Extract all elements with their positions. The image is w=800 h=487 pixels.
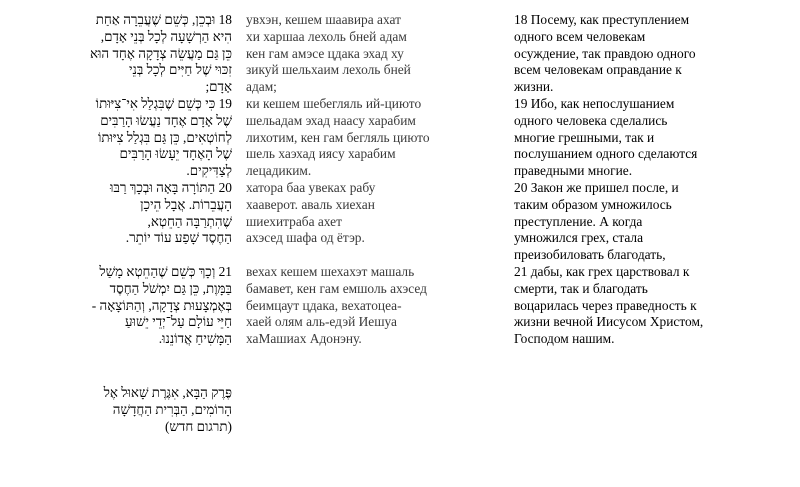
hebrew-line: אָדָם; [205,79,232,95]
hebrew-line: 19 כִּי כְּשֵׁם שֶׁבִּגְלַל אִי־צִיּוּתוֹ [95,95,232,111]
transliteration-line: беимцаут цдака, вехатоцеа- [246,297,402,313]
hebrew-line: לְצַדִּיקִים. [186,163,232,179]
next-chapter-note [0,385,232,435]
next-chapter-line: הָרוֹמִים, הַבְּרִית הַחֲדָשָׁה [112,401,232,417]
hebrew-line: שֶׁל הָאֶחָד יֵעָשׂוּ הָרַבִּים [119,146,232,162]
hebrew-line: הָעֲבֵרוֹת. אֲבָל הֵיכָן [140,196,232,212]
russian-line: жизни вечной Иисусом Христом, [514,314,704,330]
russian-line: праведными многие. [514,163,633,179]
hebrew-line: הַמָּשִׁיחַ אֲדוֹנֵנוּ. [158,331,232,347]
russian-column [514,12,799,348]
transliteration-line: шиехитраба ахет [246,213,342,229]
hebrew-line: כֵּן גַּם מַעֲשֵׂה צְדָקָה אֶחָד הוּא [89,45,232,61]
next-chapter-line: (תרגום חדש) [164,418,232,434]
transliteration-line: кен гам амэсе цдака эхад ху [246,45,404,61]
russian-line: одного всем человекам [514,28,646,44]
hebrew-line: שֶׁהִתְרַבָּה הַחֵטְא, [147,213,232,229]
transliteration-line: шель хаэхад ияcу харабим [246,146,396,162]
russian-line: 21 дабы, как грех царствовал к [514,263,690,279]
russian-line: одного человека сделались [514,112,668,128]
russian-line: послушанием одного сделаются [514,146,698,162]
hebrew-line: זִכּוּי שֶׁל חַיִּים לְכָל בְּנֵי [128,62,232,78]
hebrew-line: בַּמָּוֶת, כֵּן גַּם יִמְשֹׁל הַחֶסֶד [109,280,232,296]
transliteration-column [246,12,501,348]
russian-line: воцарилась через праведность к [514,297,697,313]
transliteration-line: хи харшаа лехоль бней адам [246,28,407,44]
hebrew-line: שֶׁל אָדָם אֶחָד נַעֲשׂוּ הָרַבִּים [100,112,232,128]
transliteration-line: ки кешем шебегляль ий-циюто [246,95,422,111]
russian-line: преизобиловать благодать, [514,247,666,263]
transliteration-line-blank [246,247,501,264]
transliteration-line: лихотим, кен гам бегляль циюто [246,129,430,145]
transliteration-line: увхэн, кешем шаавира ахат [246,12,401,27]
transliteration-line: ахэсед шафа од ётэр. [246,230,365,246]
transliteration-line: хаей олям аль-едэй Иешуа [246,314,397,330]
transliteration-line: зикуй шельхаим лехоль бней [246,62,411,78]
russian-line: всем человекам оправдание к [514,62,682,78]
hebrew-line: 21 וְכָךְ כְּשֵׁם שֶׁהַחֵטְא מָשַׁל [99,263,232,279]
hebrew-line: הִיא הַרְשָׁעָה לְכָל בְּנֵי אָדָם, [100,28,232,44]
transliteration-line: бамавет, кен гам емшоль ахэсед [246,280,427,296]
next-chapter-line: פֶּרֶק הַבָּא, אִגֶּרֶת שָׁאוּל אֶל [103,385,232,400]
russian-line: многие грешными, так и [514,129,655,145]
russian-line: Господом нашим. [514,331,615,347]
hebrew-line: בְּאֶמְצָעוּת צְדָקָה, וְהַתּוֹצָאָה - [91,297,232,313]
russian-line: таким образом умножилось [514,196,672,212]
russian-line: 19 Ибо, как непослушанием [514,95,675,111]
hebrew-line: הַחֶסֶד שָׁפַע עוֹד יוֹתֵר. [125,230,232,246]
russian-line: осуждение, так правдою одного [514,45,696,61]
russian-line: преступление. А когда [514,213,643,229]
transliteration-line: адам; [246,79,277,95]
russian-line: умножился грех, стала [514,230,644,246]
russian-line: 18 Посему, как преступлением [514,12,690,27]
transliteration-line: хааверот. аваль хиехан [246,196,375,212]
russian-line: смерти, так и благодать [514,280,648,296]
hebrew-line: 18 וּבְכֵן, כְּשֵׁם שֶׁעֲבֵרָה אַחַת [95,12,232,27]
transliteration-line: хатора баа увеках рабу [246,179,376,195]
transliteration-line: хаМашиах Адонэну. [246,331,362,347]
hebrew-line: חַיֵּי עוֹלָם עַל־יְדֵי יֵשׁוּעַ [124,314,232,330]
russian-line: жизни. [514,79,554,95]
hebrew-column [0,12,232,348]
transliteration-line: вехах кешем шехахэт машаль [246,263,415,279]
hebrew-line: לְחוֹטְאִים, כֵּן גַּם בִּגְלַל צִיּוּתוֹ [97,129,232,145]
russian-line: 20 Закон же пришел после, и [514,179,679,195]
transliteration-line: лецадиким. [246,163,312,179]
hebrew-line-blank [0,247,232,264]
hebrew-line: 20 הַתּוֹרָה בָּאָה וּבְכָךְ רַבּוּ [109,179,232,195]
transliteration-line: шельадам эхад наасу харабим [246,112,416,128]
